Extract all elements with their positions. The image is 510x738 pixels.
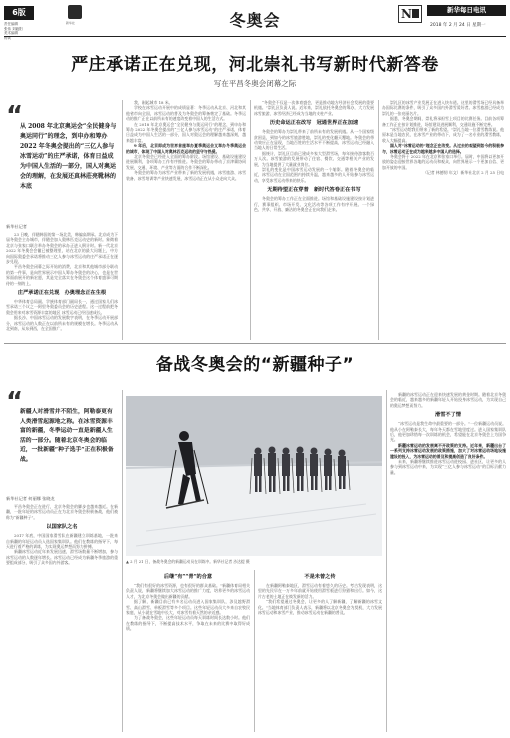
- page-number: 6版: [4, 6, 34, 20]
- article2-column-1: [6, 504, 118, 732]
- header-rule: [4, 36, 506, 37]
- paragraph: 我，刚起城市 18 米。: [134, 100, 173, 105]
- article1-column-1: [6, 232, 118, 340]
- article1-subhead: 写在平昌冬奥会闭幕之际: [213, 79, 297, 88]
- article1-column-4: [382, 100, 504, 340]
- article1-subheading-1: 庄严承诺正在兑现 办奥理念正在生根: [17, 290, 107, 297]
- article1-lead-box: [6, 101, 118, 216]
- paragraph-emphasis: 新疆冰雪运动的发展离不开政策的支持。近年来，新疆出台了一系列支持冰雪运动发展的政策措施，加大了对冰雪运动场地设施建设的投入，为冰雪运动的普及和提高创造了良好条件。: [390, 442, 506, 459]
- article1-subheading-3: 无期待望正在穿普 新时代答卷正在书写: [267, 187, 361, 194]
- article1-subheading-2: 历史命运正在改写 冠通世界正在加速: [269, 120, 359, 127]
- paragraph: 冬奥会的筹办为冰雪产业带来了新的发展机遇，冰雪旅游、冰雪装备、冰雪培训等产业快速发展，冰雪运动正在从小众走向大众。: [126, 170, 246, 181]
- paragraph: 为了备战冬奥会，这些年轻运动员每天训练时间长达数小时。他们在教练的指导下，不断提高技术水平，争取在未来的比赛中取得好成绩。: [126, 615, 250, 632]
- paragraph: 冬奥会的筹办工作正在全面推进。场馆和基础设施建设按计划进行，赛事组织、市场开发、文化活动等各项工作有序开展。一个绿色、共享、开放、廉洁的冬奥会正在向我们走来。: [254, 196, 374, 213]
- newspaper-name: 新华每日电讯: [427, 5, 506, 16]
- paragraph: 平昌冬奥会闭幕之际开始的消费，北京和其他城市部分联动的第一件事，是向世界展示中国人筹办冬奥会的决心，也是在世界面前展开的新宏愿，其是完全落实在冬奥会这个体育盛事可期待的一刻的上。: [6, 264, 118, 286]
- paragraph: 冬奥会的筹办为崇礼带来了前所未有的发展机遇。从一个国家级贫困县，到如今的冰雪旅游胜地，崇礼的变化翻天覆地。冬奥会的带动效应正在显现，当地百姓的生活水平不断提高，冰雪运动已经融入当地人的日常生活。: [254, 129, 374, 151]
- newspaper-logo-icon: N: [398, 5, 422, 23]
- article2-lead: 新疆人对滑雪并不陌生，阿勒泰更有人类滑雪起源地之称。在冰雪资源丰富的新疆，冬季运动一直是新疆人生活的一部分。随着北京冬奥会的临近，一批新疆“种子选手”正在积极备战。: [20, 409, 114, 463]
- paragraph: 平昌冬奥会正在进行，北京冬奥会的脚步也越来越近。在新疆，一批年轻的冰雪运动员正在为北京冬奥会积极备战，他们被称为“新疆种子”。: [6, 504, 118, 520]
- paragraph: 崇礼区的冰雪产业发展正在进入快车道。这里的滑雪场已经具备举办国际比赛的条件，吸引了众多国内外滑雪爱好者。冰雪旅游已经成为崇礼的一张亮丽名片。: [382, 100, 504, 116]
- article2-column-4: [390, 392, 506, 732]
- quote-mark-icon: “: [6, 101, 24, 131]
- paragraph: “冰雪运动给我们带来了新的希望。”崇礼当地一位滑雪教练说。他原本是当地农民，在冰雪产业的带动下，成为了一名专业的滑雪教练，收入大幅提高。: [382, 127, 504, 143]
- paragraph: 学校在冰雪运动开展中的成绩显著：冬季运动从北京、河北和其他省市向全国，冰雪运动的普及为冬奥会的筹备奠定了基础。冬季运动的推广正在以前所未有的速度改变着中国人的生活方式。: [126, 105, 246, 122]
- editor-names: 张伟 刘毅阳: [4, 26, 23, 31]
- section-title: 冬奥会: [229, 11, 281, 30]
- skiers-photo: [126, 396, 382, 556]
- paragraph: 北京冬奥会已经进入全面的筹办阶段。场馆建设、基础设施建设进展顺利，各项筹办工作有序推进。冬奥会的筹办带动了京津冀协同发展，交通、环境、产业等方面的合作不断深化。: [126, 154, 246, 170]
- paragraph: 新疆的冰雪运动正在迎来快速发展的黄金时期。随着北京冬奥会的临近，越来越多的新疆年轻人开始投身冰雪运动，为实现自己的奥运梦想而努力。: [390, 392, 506, 408]
- article1-byline: 新华社记者: [6, 224, 27, 229]
- paragraph: “冬奥会不仅是一次体育盛会，更是推动地方经济社会发展的重要机遇。”崇礼区负责人说。近年来，崇礼依托冬奥会的筹办，大力发展冰雪旅游，冰雪经济已经成为当地的支柱产业。: [254, 100, 374, 116]
- paragraph: 据统计，崇礼区目前已建成多家大型滑雪场，每年接待游客数百万人次。冰雪旅游的发展带动了住宿、餐饮、交通等相关产业的发展，为当地提供了大量就业岗位。: [254, 150, 374, 167]
- column-divider: [122, 390, 123, 732]
- paragraph: 23 日晚，伴随韩国的第一场北美，韩偏高期承。北京成为下届冬奥会主办城市，伴随会加入奥林匹克运动史的新时。象徵着北京与张家口联合举办冬奥会的承办正进入倒计时。新一代北京 2022 年冬奥会会徽已被整理里，站在北京的最大问题上，中方向国际奥委会承诺将推动三亿人参与冰雪运动的庄严承诺正在逐步兑现。: [6, 232, 118, 265]
- paragraph: 崇礼的变化是中国冰雪运动发展的一个缩影。随着冬奥会的临近，冰雪运动在全国范围内持续升温，越来越多的人开始参与冰雪运动，享受冰雪运动带来的快乐。: [254, 167, 374, 183]
- xinhua-logo-caption: 新华社: [66, 21, 76, 25]
- paragraph: 在新疆阿勒泰地区，滑雪运动有着悠久的历史。考古发现表明，这里的先民早在一万多年前就开始使用滑雪板进行狩猎和出行。如今，这片古老的土地正在焕发新的活力。: [258, 583, 382, 599]
- editor-label: 责任编辑: [4, 22, 18, 26]
- page-header: [0, 0, 510, 38]
- article2-subheading-3: 滑雪不了情: [435, 412, 461, 419]
- column-divider: [254, 570, 255, 732]
- paragraph: 据了解，新疆目前已有多名运动员进入国家集训队，涉及越野滑雪、高山滑雪、单板滑雪等多个项目。这些年轻运动员大多来自农牧民家庭，从小就在雪地中长大，对冰雪有着天然的亲近感。: [126, 599, 250, 616]
- article2-subheading-1: 以国家队之名: [46, 524, 78, 531]
- photo-caption: ▲ 2 月 21 日，备战冬奥会的新疆运动员在训练中。新华社记者 沙达提 摄: [126, 559, 250, 564]
- article2-byline: 新华社记者 何丽娜 张晓龙: [6, 496, 55, 501]
- paragraph: 在 2018 年北京奥运会“全民健身与奥运同行”的理念，到申办和筹办 2022 年冬奥会提出的“三亿人参与冰雪运动”的庄严承诺，体育日益成为中国人生活的一部分，国人对奥运会的理解越来越深刻，越来越丰富。: [126, 121, 246, 143]
- article2-column-3: [258, 570, 382, 732]
- skiers-illustration: [126, 396, 382, 556]
- article-separator: [4, 343, 506, 344]
- issue-date: 2018 年 2 月 24 日 星期一: [430, 23, 486, 28]
- paragraph: 中华体育总局副、学族体育部门副局长一，通过国家儿们冰雪承诺三个议之一阿里冬奥委员会的历史进程。这一过程前把冬奥会用来对冰雪资源丰富的地区 冰雪运动已经迅速成长。: [6, 299, 118, 315]
- paragraph: “我们希望通过冬奥会，让更多的人了解新疆，了解新疆的冰雪文化。”当地体育部门负责人表示，新疆将以北京冬奥会为契机，大力发展冰雪运动和冰雪产业，推动冰雪运动在新疆的普及。: [258, 599, 382, 616]
- paragraph: “我们有很好的冰雪资源，也有很好的群众基础。”新疆体育局相关负责人说，新疆将继续加大冰雪运动的推广力度，培养更多的冰雪运动人才，为北京冬奥会做出新疆的贡献。: [126, 583, 250, 599]
- column-divider: [250, 100, 251, 340]
- article1-dateline: （记者 林德韧 年文）新华社北京 2 月 25 日电: [423, 170, 504, 176]
- column-divider: [386, 390, 387, 732]
- article2-lead-box: [6, 387, 118, 502]
- article2-subheading-2: 后继“有”“青”的合意: [163, 574, 213, 580]
- paragraph: 2017 年底，中国国家滑雪队在新疆建立训练基地，一批来自新疆的年轻运动员入选国家集训队。他们在教练的指导下，每天进行着严格的训练，为实现奥运梦想而努力拼搏。: [6, 533, 118, 550]
- article2-subheading-4: 不是未曾之传: [304, 574, 336, 580]
- art-editor-name: 杨寅: [4, 35, 11, 40]
- paragraph-emphasis: 国人对“冰雪运动的”理念正在改变。从过去的观望到如今的积极参与，冰雪运动正在成为越来越多中国人的选择。: [382, 143, 504, 154]
- paragraph: 据悉，冬奥会期间，崇礼将承担雪上项目的比赛任务。目前各项筹备工作正在按计划推进，场馆建设进展顺利，交通设施不断完善。: [382, 116, 504, 127]
- article1-column-2: [126, 100, 246, 340]
- paragraph-emphasis: 9 年后，北京即成为世界首座举办夏季奥运会又举办冬季奥运会的城市，体现了中国人对奥林匹克运动的坚守与热爱。: [126, 143, 246, 154]
- paragraph: 冬奥会将于 2022 年在北京和张家口举行。届时，中国将以更加开放的姿态迎接世界各地的运动员和观众，向世界展示一个更加自信、更加开放的中国。: [382, 154, 504, 170]
- paragraph: 新疆冰雪运动近年来发展迅速，滑雪场数量不断增加，参与冰雪运动的人数逐年增长。冰雪运动已经成为新疆冬季旅游的重要组成部分，吸引了众多国内外游客。: [6, 549, 118, 566]
- paragraph: 未来，新疆将继续推进冰雪运动进校园、进社区，让更多的人参与到冰雪运动中来，为实现“三亿人参与冰雪运动”的目标贡献力量。: [390, 459, 506, 475]
- paragraph: 据长沙、中国冰雪运动的发展数字表明，在冬季运动开展部分，冰雪运动的人数正在以前所未有的规模在增长。冬季运动从北到南，从东到西，在全国推广。: [6, 315, 118, 332]
- article1-column-3: [254, 100, 374, 340]
- article1-headline: 严庄承诺正在兑现，河北崇礼书写新时代新答卷: [71, 55, 439, 75]
- paragraph: “冰雪运动是我生命中最重要的一部分。”一位新疆运动员说。他从小在阿勒泰长大，每年冬天都在雪地里度过。进入国家集训队后，他更加珍惜每一次训练的机会，希望能在北京冬奥会上为国争光。: [390, 421, 506, 443]
- column-divider: [378, 100, 379, 340]
- quote-mark-icon: “: [6, 387, 24, 417]
- column-divider: [122, 100, 123, 340]
- art-editor-label: 美术编辑: [4, 31, 18, 35]
- article1-lead: 从 2008 年北京奥运会“全民健身与奥运同行”的理念，到申办和筹办 2022 年冬奥会提出的“三亿人参与冰雪运动”的庄严承诺，体育日益成为中国人生活的一部分，国人对奥运会的理解，在发展还真林莊亮靴林的本底: [20, 123, 117, 190]
- article2-headline: 备战冬奥会的“新疆种子”: [155, 355, 355, 375]
- article2-column-2: [126, 570, 250, 732]
